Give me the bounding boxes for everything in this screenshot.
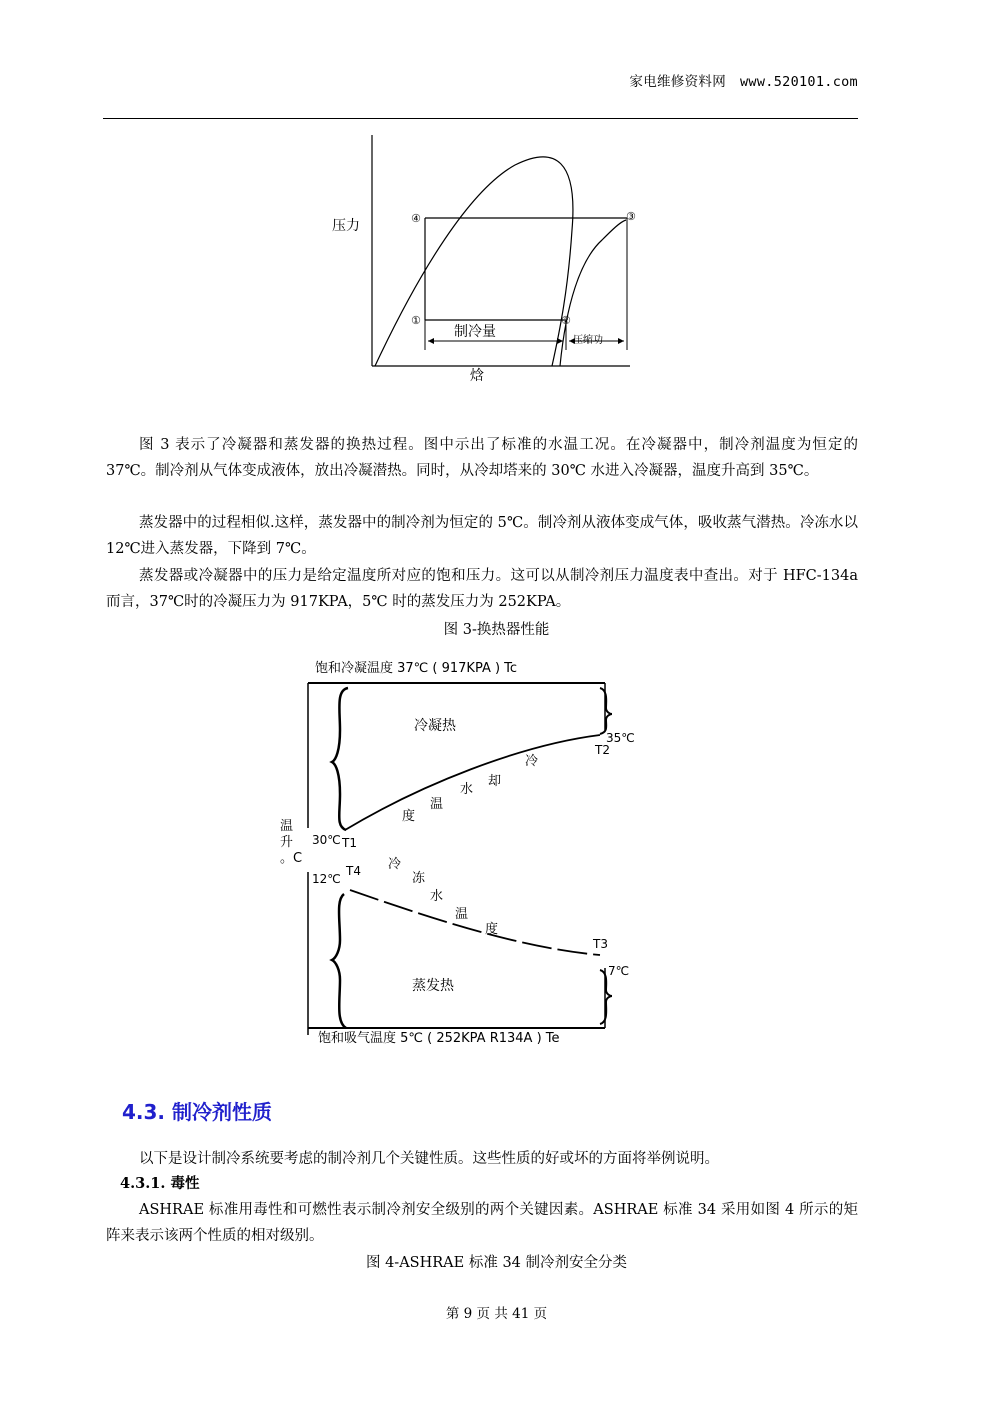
site-name: 家电维修资料网 [629,74,726,90]
svg-text:度: 度 [485,922,499,937]
t2-temp: 35℃ [606,731,635,745]
point-4: ④ [411,212,421,225]
ph-diagram [320,130,650,395]
t4-label: T4 [346,864,361,878]
point-3: ③ [626,210,636,223]
section-title: 4.3. 制冷剂性质 [122,1100,272,1124]
subsection-title: 4.3.1. 毒性 [120,1175,200,1192]
evap-heat-label: 蒸发热 [412,978,454,994]
paragraph-5: ASHRAE 标准用毒性和可燃性表示制冷剂安全级别的两个关键因素。ASHRAE 标准 34 采用如图 4 所示的矩阵来表示该两个性质的相对级别。 [106,1202,858,1244]
page-footer: 第 9 页 共 41 页 [445,1306,548,1322]
header-rule [103,118,858,119]
svg-text:水: 水 [430,889,444,904]
svg-text:温: 温 [455,907,469,922]
compression-label: 压缩功 [573,335,603,346]
figure3-caption: 图 3-换热器性能 [443,622,550,638]
t3-label: T3 [593,937,608,951]
svg-text:却: 却 [488,774,502,789]
site-url: www.520101.com [740,74,858,90]
svg-text:冷: 冷 [388,857,402,872]
enthalpy-label: 焓 [470,368,484,384]
svg-text:冻: 冻 [412,871,426,886]
t3-temp: 7℃ [608,964,630,978]
svg-text:水: 水 [460,782,474,797]
t1-temp: 30℃ [312,833,341,847]
condense-brace [332,688,348,830]
figure4-caption: 图 4-ASHRAE 标准 34 制冷剂安全分类 [365,1255,628,1271]
page-header [0,70,858,90]
axis-unit: 。C [280,851,303,866]
pressure-label: 压力 [332,218,360,234]
condensing-temp-label: 饱和冷凝温度 37℃ ( 917KPA ) Tc [315,661,518,676]
paragraph-2: 蒸发器中的过程相似.这样，蒸发器中的制冷剂为恒定的 5℃。制冷剂从液体变成气体，吸收蒸气潜热。冷冻水以 12℃进入蒸发器，下降到 7℃。 [106,515,858,557]
t4-temp: 12℃ [312,872,341,886]
evap-brace [332,894,346,1028]
refrigeration-label: 制冷量 [454,324,496,340]
suction-temp-label: 饱和吸气温度 5℃ ( 252KPA R134A ) Te [318,1031,560,1046]
paragraph-3: 蒸发器或冷凝器中的压力是给定温度所对应的饱和压力。这可以从制冷剂压力温度表中查出。对于 HFC-134a 而言，37℃时的冷凝压力为 917KPA，5℃ 时的蒸发压力为 252KPA。 [106,568,858,610]
svg-text:温: 温 [430,797,444,812]
paragraph-4: 以下是设计制冷系统要考虑的制冷剂几个关键性质。这些性质的好或坏的方面将举例说明。 [139,1151,719,1167]
svg-text:冷: 冷 [525,754,539,769]
svg-text:度: 度 [402,809,416,824]
chilled-water-line [350,890,600,955]
point-1: ① [411,314,421,327]
condense-heat-label: 冷凝热 [414,718,456,734]
heat-exchanger-diagram [270,650,670,1075]
t2-label: T2 [595,743,610,757]
paragraph-1: 图 3 表示了冷凝器和蒸发器的换热过程。图中示出了标准的水温工况。在冷凝器中，制冷剂温度为恒定的 37℃。制冷剂从气体变成液体，放出冷凝潜热。同时，从冷却塔来的 30℃ 水进入冷凝器，温度升高到 35℃。 [106,437,858,479]
point-2: ② [561,314,571,327]
t1-label: T1 [342,836,357,850]
svg-text:温: 温 [280,819,294,834]
svg-text:升: 升 [280,835,294,850]
